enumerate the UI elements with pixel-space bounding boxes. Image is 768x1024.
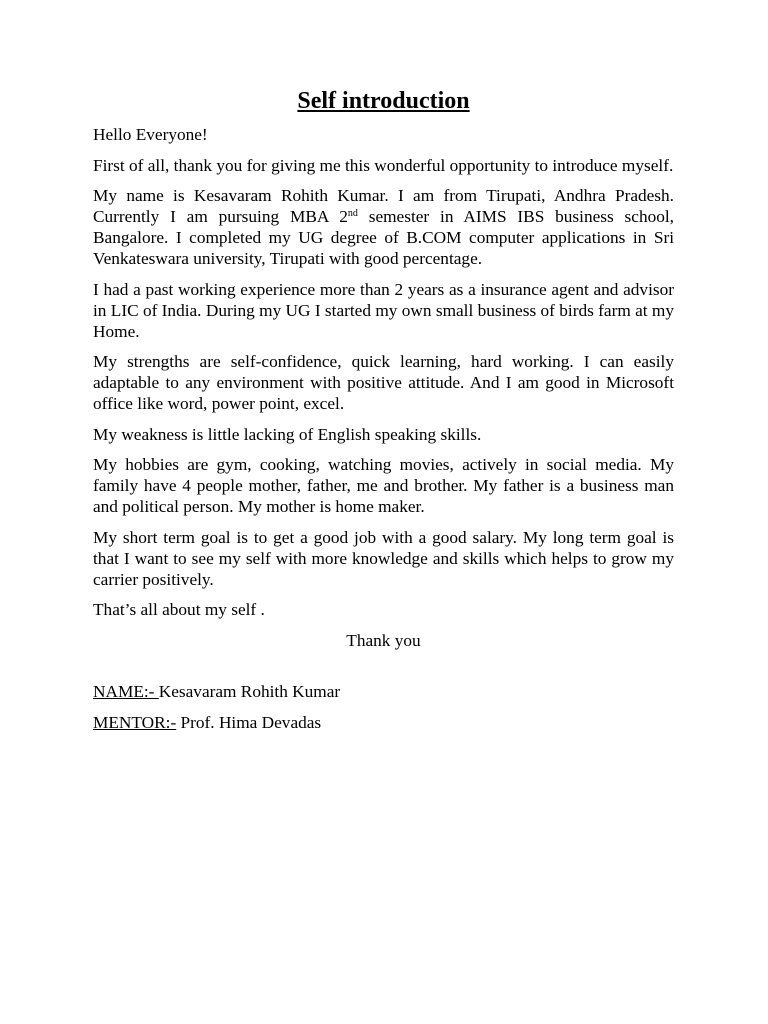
hobbies-paragraph: My hobbies are gym, cooking, watching movies, actively in social media. My family have 4 people mother, father, me and brother. My father is a business man and political person. My mother is home maker. — [93, 455, 674, 516]
thanks-intro-paragraph: First of all, thank you for giving me this wonderful opportunity to introduce myself. — [93, 155, 674, 175]
mentor-label: MENTOR:- — [93, 712, 177, 732]
experience-paragraph: I had a past working experience more than 2 years as a insurance agent and advisor in LIC of India. During my UG I started my own small business of birds farm at my Home. — [93, 279, 674, 341]
name-label: NAME:- — [93, 682, 159, 701]
closing-paragraph: That’s all about my self . — [93, 600, 265, 619]
mentor-line — [93, 712, 674, 733]
background-text-start: My name is Kesavaram Rohith Kumar. I am from Tirupati, Andhra Pradesh. Currently I am pursuing MBA 2 — [93, 186, 674, 226]
strengths-paragraph: My strengths are self-confidence, quick learning, hard working. I can easily adaptable to any environment with positive attitude. And I am good in Microsoft office like word, power point, excel. — [93, 352, 674, 413]
ordinal-superscript: nd — [347, 208, 358, 219]
name-line — [93, 681, 674, 702]
blank-line — [93, 660, 674, 681]
document-body — [93, 86, 674, 742]
thank-you-line: Thank you — [346, 630, 421, 650]
name-value: Kesavaram Rohith Kumar — [158, 682, 341, 701]
mentor-value: Prof. Hima Devadas — [176, 712, 322, 732]
background-paragraph — [93, 185, 674, 269]
greeting-paragraph: Hello Everyone! — [93, 125, 208, 144]
weakness-paragraph: My weakness is little lacking of English speaking skills. — [93, 424, 482, 444]
background-text-end: semester in AIMS IBS business school, Bangalore. I completed my UG degree of B.COM computer applications in Sri Venkateswara university, Tirupati with good percentage. — [93, 207, 675, 268]
page-title: Self introduction — [297, 88, 470, 114]
goals-paragraph: My short term goal is to get a good job with a good salary. My long term goal is that I want to see my self with more knowledge and skills which helps to grow my carrier positively. — [93, 527, 674, 589]
